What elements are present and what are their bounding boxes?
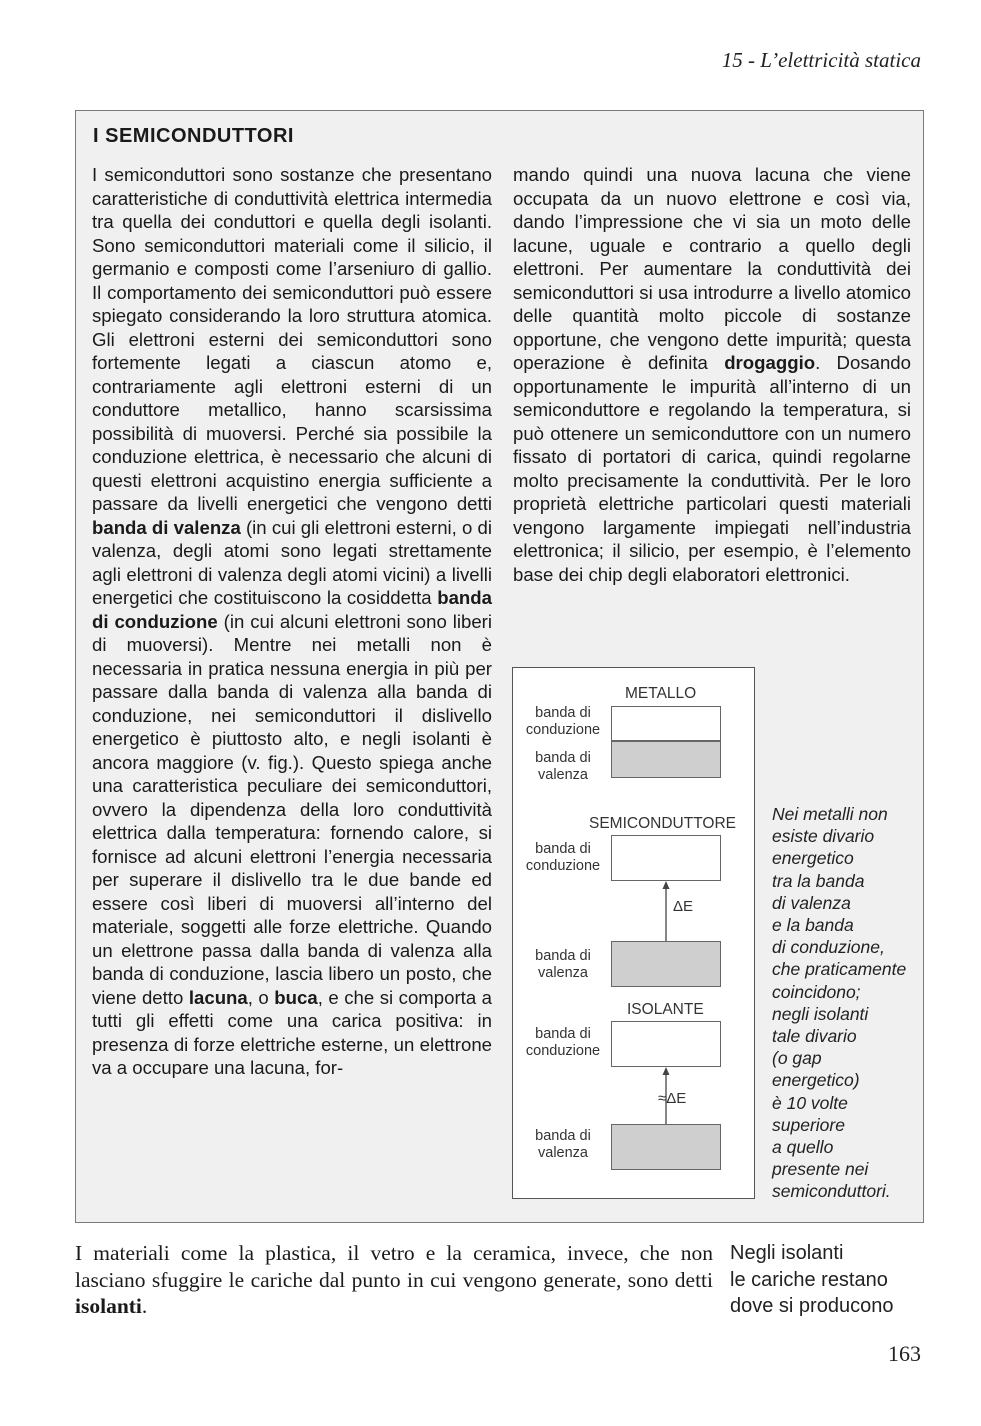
insulator-conduction-label: banda di conduzione [525, 1026, 601, 1059]
metal-conduction-label: banda di conduzione [525, 705, 601, 738]
box-column-right [513, 163, 911, 586]
box-title: I SEMICONDUTTORI [93, 125, 294, 147]
insulator-valence-band [611, 1124, 721, 1170]
running-title: 15 - L’elettricità statica [721, 48, 921, 72]
insulator-gap-label: ≈ΔE [658, 1090, 687, 1107]
body-paragraph: I materiali come la plastica, il vetro e la ceramica, invece, che non lasciano sfuggire le cariche dal punto in cui vengono generate, sono detti isolanti. [75, 1241, 713, 1318]
metal-conduction-band [611, 706, 721, 741]
insulator-title: ISOLANTE [627, 1001, 704, 1018]
figure-caption: Nei metalli non esiste divario energetico tra la banda di valenza e la banda di conduzione, che praticamente coincidono; negli isolanti tale divario (o gap energetico) è 10 volte superiore a quello presente nei semiconduttori. [772, 804, 907, 1202]
band-diagram [512, 667, 755, 1199]
semiconductor-gap-label: ΔE [673, 898, 694, 915]
term-buca: buca [274, 986, 318, 1008]
box-column-left [92, 163, 492, 1080]
insulator-conduction-band [611, 1021, 721, 1067]
semiconductor-gap-arrow [659, 881, 673, 941]
margin-note: Negli isolanti le cariche restano dove si producono [730, 1242, 894, 1317]
semiconductor-valence-band [611, 941, 721, 987]
term-isolanti: isolanti [75, 1294, 142, 1318]
semiconductor-title: SEMICONDUTTORE [589, 815, 736, 832]
term-conduction-band: banda di conduzione [92, 587, 492, 632]
semiconductor-conduction-label: banda di conduzione [525, 841, 601, 874]
term-lacuna: lacuna [188, 986, 248, 1008]
metal-valence-label: banda di valenza [535, 750, 591, 783]
metal-title: METALLO [625, 685, 697, 702]
insulator-valence-label: banda di valenza [535, 1128, 591, 1161]
semiconductor-conduction-band [611, 835, 721, 881]
term-valence-band: banda di valenza [92, 516, 241, 538]
box-paragraph-left: I semiconduttori sono sostanze che presentano caratteristiche di conduttività elettrica intermedia tra quella dei conduttori e quella degli isolanti. Sono semiconduttori materiali come il silicio, il germanio e composti come l’arseniuro di gallio. Il comportamento dei semiconduttori può essere spiegato considerando la loro struttura atomica. Gli elettroni esterni dei semiconduttori sono fortemente legati a ciascun atomo e, contrariamente agli elettroni esterni di un conduttore metallico, hanno scarsissima possibilità di muoversi. Perché sia possibile la conduzione elettrica, è necessario che alcuni di questi elettroni acquistino energia sufficiente a passare da livelli energetici che vengono detti banda di valenza (in cui gli elettroni esterni, o di valenza, degli atomi sono legati strettamente agli elettroni di valenza degli atomi vicini) a livelli energetici che costituiscono la cosiddetta banda di conduzione (in cui alcuni elettroni sono liberi di muoversi). Mentre nei metalli non è necessaria in pratica nessuna energia in più per passare dalla banda di valenza alla banda di conduzione, nei semiconduttori il dislivello energetico è piuttosto alto, e negli isolanti è ancora maggiore (v. fig.). Questo spiega anche una caratteristica peculiare dei semiconduttori, ovvero la dipendenza della loro conduttività elettrica dalla temperatura: fornendo calore, si fornisce ad alcuni elettroni l’energia necessaria per superare il dislivello tra le due bande ed essere così liberi di muoversi all’interno del materiale, soggetti alle forze elettriche. Quando un elettrone passa dalla banda di valenza alla banda di conduzione, lascia libero un posto, che viene detto lacuna, o buca, e che si comporta a tutti gli effetti come una carica positiva: in presenza di forze elettriche esterne, un elettrone va a occupare una lacuna, for- [92, 164, 493, 1078]
semiconductor-valence-label: banda di valenza [535, 948, 591, 981]
semiconductors-box [75, 110, 924, 1223]
metal-valence-band [611, 741, 721, 778]
term-drogaggio: drogaggio [724, 352, 816, 373]
page-number: 163 [888, 1341, 921, 1366]
box-paragraph-right: mando quindi una nuova lacuna che viene occupata da un nuovo elettrone e così via, dando l’impressione che vi sia un moto delle lacune, uguale e contrario a quello degli elettroni. Per aumentare la conduttività dei semiconduttori si usa introdurre a livello atomico delle quantità molto piccole di sostanze opportune, che vengono dette impurità; questa operazione è definita drogaggio. Dosando opportunamente le impurità all’interno di un semiconduttore e regolando la temperatura, si può ottenere un semiconduttore con un numero fissato di portatori di carica, quindi regolarne molto precisamente la conduttività. Per le loro proprietà elettriche particolari questi materiali vengono largamente impiegati nell’industria elettronica; il silicio, per esempio, è l’elemento base dei chip degli elaboratori elettronici. [513, 164, 911, 585]
